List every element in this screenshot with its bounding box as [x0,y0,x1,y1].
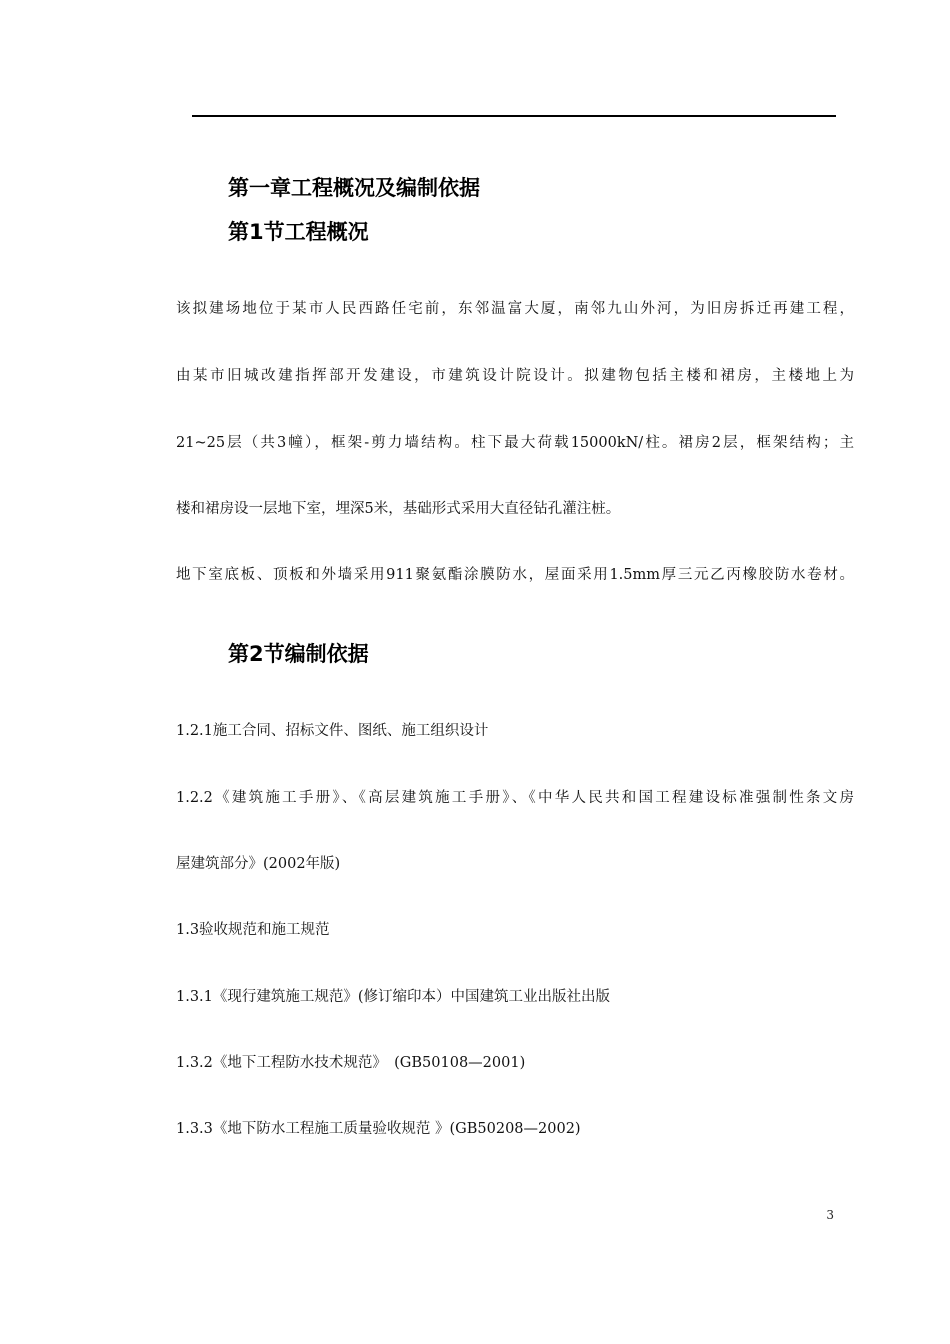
section-1-line-4: 楼和裙房设一层地下室，埋深5米，基础形式采用大直径钻孔灌注桩。 [176,501,621,517]
section-1-line-2: 由某市旧城改建指挥部开发建设，市建筑设计院设计。拟建物包括主楼和裙房，主楼地上为 [176,368,854,384]
section-2-line-2: 1.2.2《建筑施工手册》、《高层建筑施工手册》、《中华人民共和国工程建设标准强制性条文房 [176,790,854,806]
section-2-title: 第2节编制依据 [228,642,369,666]
section-2-line-6: 1.3.2《地下工程防水技术规范》 (GB50108—2001) [176,1055,526,1071]
section-2-line-3: 屋建筑部分》(2002年版) [176,856,341,872]
header-rule [192,115,836,117]
section-1-title: 第1节工程概况 [228,220,369,244]
section-2-line-7: 1.3.3《地下防水工程施工质量验收规范 》(GB50208—2002) [176,1121,581,1137]
page-number: 3 [826,1208,834,1222]
section-1-line-1: 该拟建场地位于某市人民西路任宅前，东邻温富大厦，南邻九山外河，为旧房拆迁再建工程， [176,301,854,317]
section-1-line-3: 21~25层（共3幢），框架-剪力墙结构。柱下最大荷载15000kN/柱。裙房2层，框架结构；主 [176,435,854,451]
section-1-line-5: 地下室底板、顶板和外墙采用911聚氨酯涂膜防水，屋面采用1.5mm厚三元乙丙橡胶防水卷材。 [176,567,854,583]
section-2-line-1: 1.2.1施工合同、招标文件、图纸、施工组织设计 [176,723,489,739]
section-2-line-4: 1.3验收规范和施工规范 [176,922,330,938]
chapter-title: 第一章工程概况及编制依据 [228,176,480,200]
section-2-line-5: 1.3.1《现行建筑施工规范》(修订缩印本）中国建筑工业出版社出版 [176,989,611,1005]
